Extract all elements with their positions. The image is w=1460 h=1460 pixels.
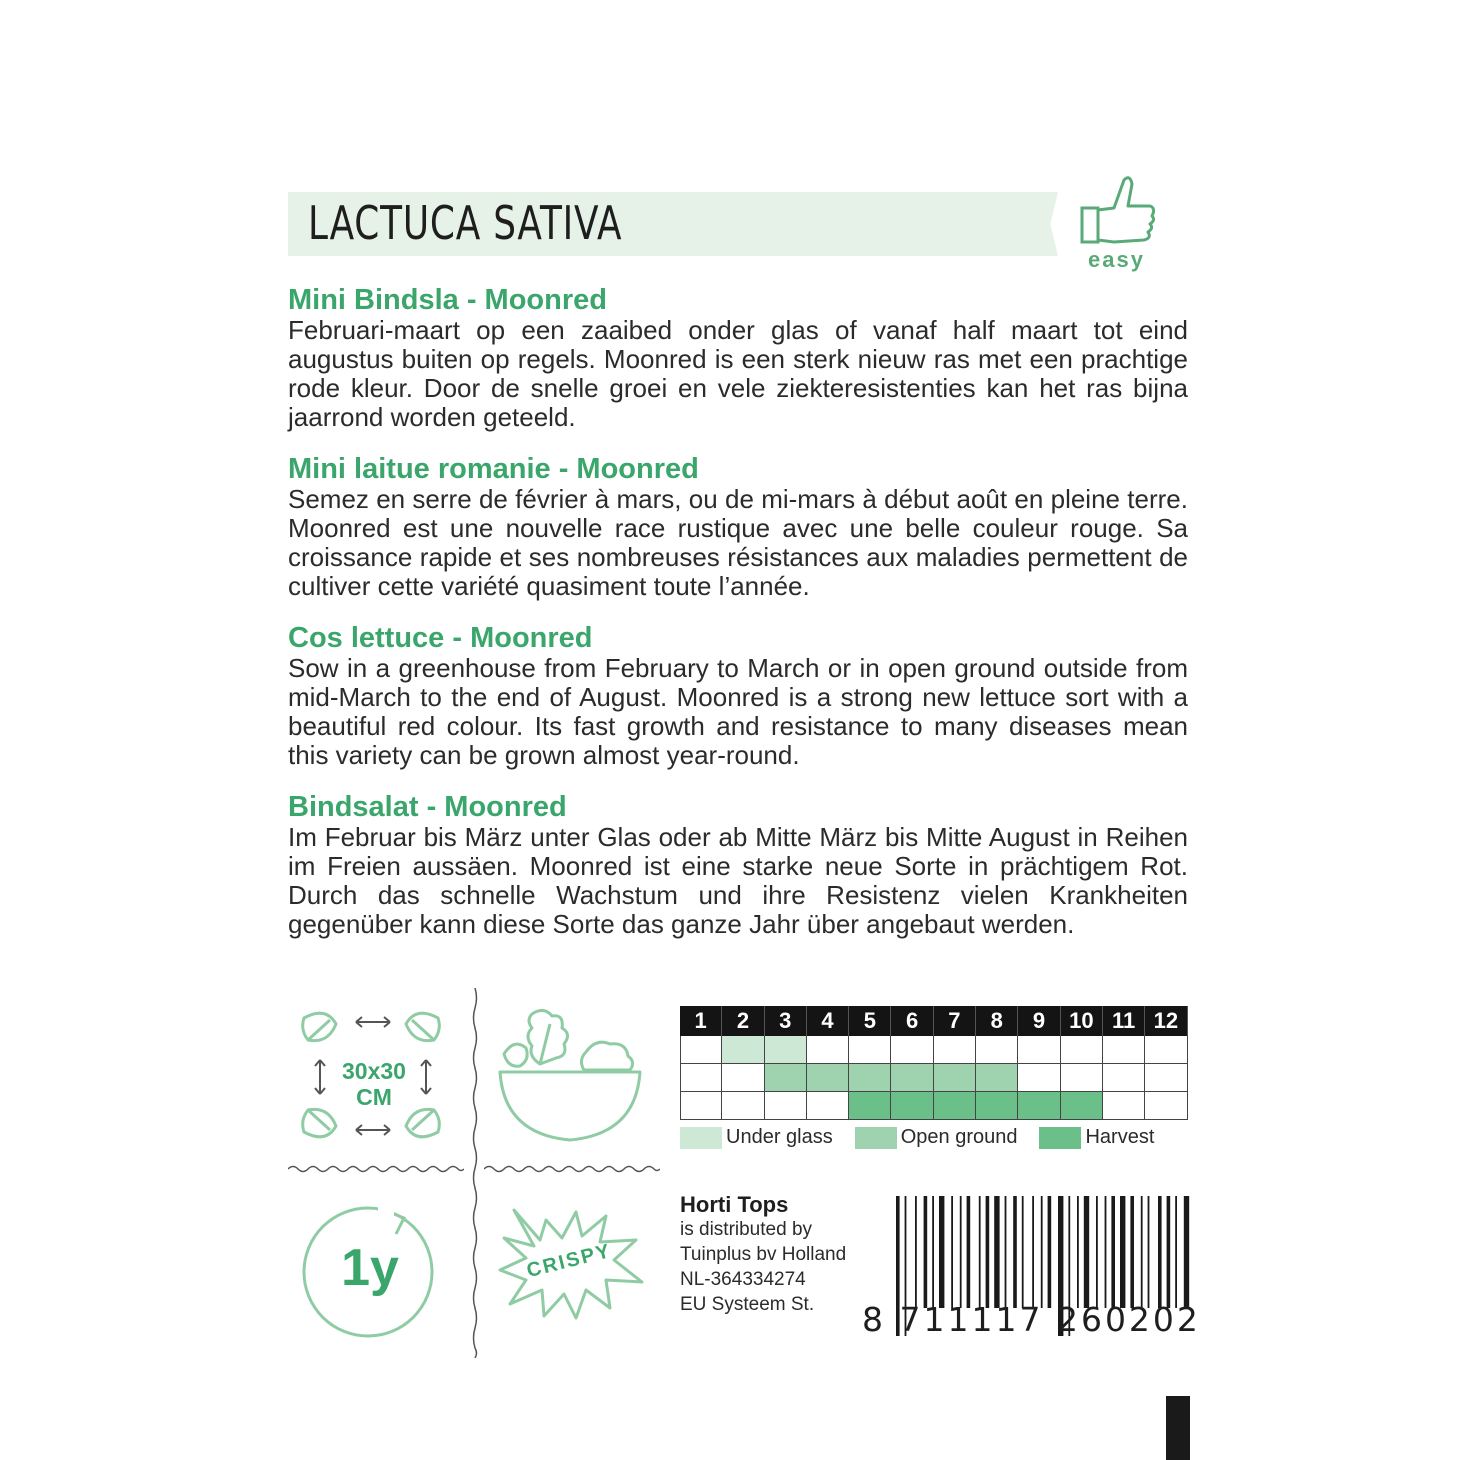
- cycle-label: 1y: [341, 1239, 399, 1297]
- legend-swatch: [680, 1127, 722, 1149]
- section-text: Im Februar bis März unter Glas oder ab Mitte März bis Mitte August in Reihen im Freien aussäen. Moonred ist eine starke neue Sorte in prächtigem Rot. Durch das schnelle Wachstum und ihre Resistenz vielen Krankheiten gegenüber kann diese Sorte das ganze Jahr über angebaut werden.: [288, 822, 1188, 939]
- barcode-bar: [986, 1196, 990, 1308]
- calendar-cell: [680, 1092, 722, 1120]
- calendar-cell: [934, 1064, 976, 1092]
- legend-swatch: [1039, 1127, 1081, 1149]
- barcode-bar: [1041, 1196, 1043, 1308]
- section-text: Februari-maart op een zaaibed onder glas of vanaf half maart tot eind augustus buiten op regels. Moonred is een sterk nieuw ras met een prachtige rode kleur. Door de snelle groei en vele ziekteresistenties kan het ras bijna jaarrond worden geteeld.: [288, 315, 1188, 432]
- calendar-cell: [807, 1036, 849, 1064]
- barcode-bar: [951, 1196, 953, 1308]
- calendar-month-4: 4: [807, 1006, 849, 1036]
- calendar-cell: [1061, 1036, 1103, 1064]
- section-text: Sow in a greenhouse from February to March or in open ground outside from mid-March to the end of August. Moonred is a strong new lettuce sort with a beautiful red colour. Its fast growth and resistance to many diseases mean this variety can be grown almost year-round.: [288, 653, 1188, 770]
- barcode-bar: [1032, 1196, 1034, 1308]
- barcode-bar: [1148, 1196, 1150, 1308]
- section-dutch: [288, 284, 1188, 432]
- calendar-month-header: [680, 1006, 1188, 1036]
- spacing-icon-group: [296, 1000, 446, 1150]
- calendar-cell: [722, 1064, 764, 1092]
- barcode-bar: [1184, 1196, 1189, 1308]
- distributor-line: EU Systeem St.: [680, 1294, 815, 1315]
- calendar-cell: [1103, 1036, 1145, 1064]
- barcode-bar: [1120, 1196, 1125, 1308]
- salad-bowl-icon: [496, 1004, 646, 1149]
- section-title: Bindsalat - Moonred: [288, 791, 567, 823]
- texture-label: CRISPY: [524, 1239, 614, 1283]
- calendar-cell: [722, 1036, 764, 1064]
- calendar-month-11: 11: [1103, 1006, 1145, 1036]
- calendar-cell: [807, 1064, 849, 1092]
- calendar-cell: [849, 1064, 891, 1092]
- calendar-month-3: 3: [765, 1006, 807, 1036]
- calendar-cell: [680, 1036, 722, 1064]
- calendar-cell: [934, 1036, 976, 1064]
- calendar-month-6: 6: [891, 1006, 933, 1036]
- wavy-divider-vertical: [472, 988, 478, 1358]
- barcode-bar: [939, 1196, 944, 1308]
- calendar-cell: [1103, 1064, 1145, 1092]
- calendar-cell: [976, 1092, 1018, 1120]
- crispy-icon-group: [496, 1200, 646, 1324]
- calendar-cell: [891, 1064, 933, 1092]
- calendar-month-2: 2: [722, 1006, 764, 1036]
- calendar-row-open_ground: [680, 1064, 1188, 1092]
- barcode-bar: [1105, 1196, 1107, 1308]
- barcode-bar: [1175, 1196, 1177, 1308]
- calendar-month-1: 1: [680, 1006, 722, 1036]
- calendar-cell: [807, 1092, 849, 1120]
- calendar-month-10: 10: [1061, 1006, 1103, 1036]
- legend-item-under_glass: [680, 1126, 833, 1149]
- calendar-cell: [1103, 1092, 1145, 1120]
- section-french: [288, 453, 1188, 601]
- barcode-bar: [979, 1196, 981, 1308]
- section-text: Semez en serre de février à mars, ou de mi-mars à début août en pleine terre. Moonred est une nouvelle race rustique avec une belle couleur rouge. Sa croissance rapide et ses nombreuses résistances aux maladies permettent de cultiver cette variété quasiment toute l’année.: [288, 484, 1188, 601]
- calendar-cell: [891, 1092, 933, 1120]
- calendar-rows: [680, 1036, 1188, 1120]
- barcode-bar: [1013, 1196, 1017, 1308]
- calendar-cell: [722, 1092, 764, 1120]
- legend-item-harvest: [1039, 1126, 1154, 1149]
- sowing-calendar: [680, 1006, 1188, 1120]
- print-mark: [1166, 1396, 1190, 1460]
- section-title: Mini laitue romanie - Moonred: [288, 453, 699, 485]
- calendar-row-harvest: [680, 1092, 1188, 1120]
- barcode-bar: [1158, 1196, 1162, 1308]
- calendar-month-9: 9: [1018, 1006, 1060, 1036]
- calendar-cell: [1018, 1036, 1060, 1064]
- calendar-cell: [765, 1064, 807, 1092]
- barcode-bar: [1141, 1196, 1143, 1308]
- cycle-icon-group: [300, 1200, 440, 1340]
- distributor-line: Tuinplus bv Holland: [680, 1244, 847, 1265]
- calendar-cell: [891, 1036, 933, 1064]
- calendar-cell: [1061, 1092, 1103, 1120]
- legend-item-open_ground: [855, 1126, 1018, 1149]
- calendar-month-8: 8: [976, 1006, 1018, 1036]
- legend-label: Under glass: [726, 1126, 833, 1148]
- calendar-cell: [765, 1092, 807, 1120]
- barcode-bar: [967, 1196, 971, 1308]
- calendar-cell: [680, 1064, 722, 1092]
- calendar-cell: [849, 1092, 891, 1120]
- barcode-bar: [915, 1196, 917, 1308]
- barcode-number: 8 711117 260202: [862, 1300, 1201, 1339]
- barcode-bar: [1084, 1196, 1089, 1308]
- wavy-divider-horizontal: [484, 1164, 660, 1174]
- calendar-cell: [934, 1092, 976, 1120]
- species-title: LACTUCA SATIVA: [308, 196, 623, 250]
- calendar-legend: [680, 1126, 1176, 1149]
- legend-swatch: [855, 1127, 897, 1149]
- calendar-cell: [976, 1064, 1018, 1092]
- barcode-bar: [1096, 1196, 1098, 1308]
- calendar-row-under_glass: [680, 1036, 1188, 1064]
- spacing-value: 30x30: [342, 1058, 406, 1084]
- calendar-cell: [1061, 1064, 1103, 1092]
- calendar-cell: [849, 1036, 891, 1064]
- barcode-bar: [1005, 1196, 1007, 1308]
- barcode-bar: [1077, 1196, 1079, 1308]
- legend-label: Harvest: [1085, 1126, 1155, 1148]
- section-title: Cos lettuce - Moonred: [288, 622, 593, 654]
- calendar-cell: [976, 1036, 1018, 1064]
- barcode-bar: [1111, 1196, 1115, 1308]
- distributor-info: [680, 1192, 846, 1317]
- distributor-line: is distributed by: [680, 1219, 813, 1240]
- section-german: [288, 791, 1188, 939]
- difficulty-label: easy: [1088, 247, 1145, 272]
- barcode-bar: [994, 1196, 999, 1308]
- barcode-bar: [1167, 1196, 1171, 1308]
- section-title: Mini Bindsla - Moonred: [288, 284, 607, 316]
- section-english: [288, 622, 1188, 770]
- barcode-bar: [1048, 1196, 1052, 1308]
- distributor-line: NL-364334274: [680, 1269, 806, 1290]
- calendar-month-12: 12: [1145, 1006, 1187, 1036]
- calendar-cell: [1018, 1092, 1060, 1120]
- calendar-cell: [1145, 1064, 1187, 1092]
- calendar-cell: [765, 1036, 807, 1064]
- calendar-month-5: 5: [849, 1006, 891, 1036]
- legend-label: Open ground: [900, 1126, 1018, 1148]
- calendar-month-7: 7: [934, 1006, 976, 1036]
- barcode-bar: [960, 1196, 962, 1308]
- wavy-divider-horizontal: [288, 1164, 464, 1174]
- barcode-bar: [1022, 1196, 1024, 1308]
- barcode-bar: [924, 1196, 928, 1308]
- barcode-bar: [1130, 1196, 1134, 1308]
- calendar-cell: [1018, 1064, 1060, 1092]
- barcode-bar: [932, 1196, 934, 1308]
- calendar-cell: [1145, 1092, 1187, 1120]
- spacing-unit: CM: [356, 1084, 392, 1110]
- brand-name: Horti Tops: [680, 1192, 789, 1217]
- calendar-cell: [1145, 1036, 1187, 1064]
